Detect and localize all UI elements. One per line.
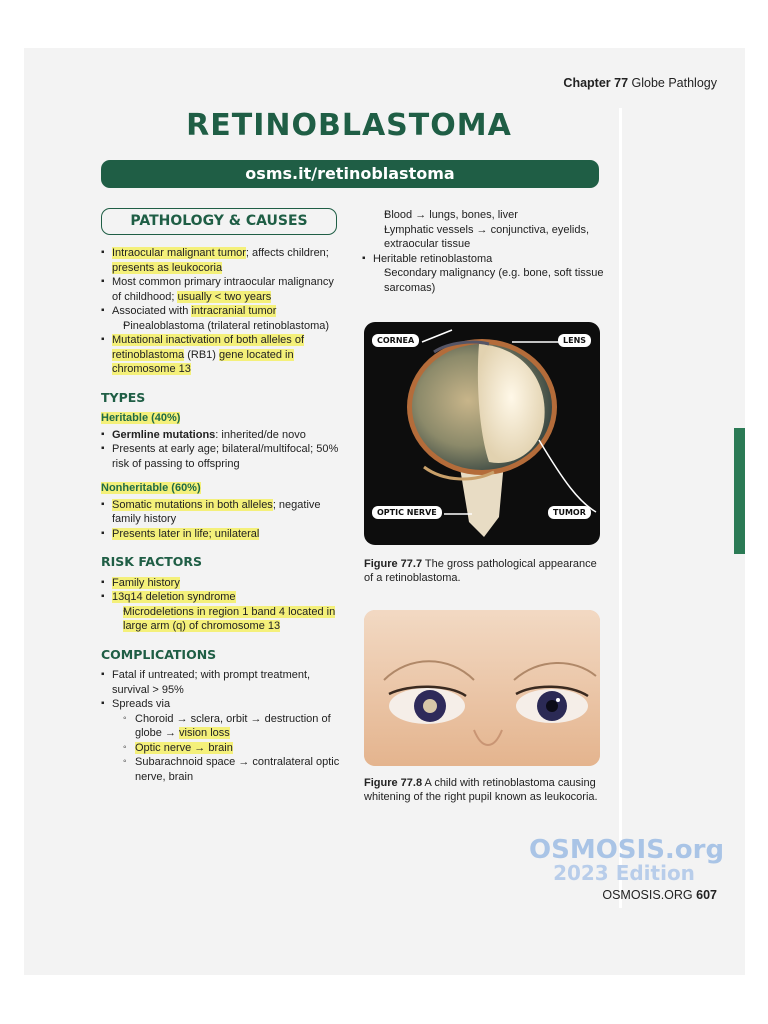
list-subitem: ◦ Microdeletions in region 1 band 4 located in large arm (q) of chromosome 13 xyxy=(101,605,341,634)
list-item: ▪ Most common primary intraocular malignancy of childhood; usually < two years xyxy=(101,275,341,304)
list-subitem: ◦ Blood → lungs, bones, liver xyxy=(362,208,607,223)
divider xyxy=(619,108,622,908)
chapter-header xyxy=(563,76,717,90)
types-heading: TYPES xyxy=(101,389,146,405)
watermark-edition: 2023 Edition xyxy=(553,861,695,885)
section-heading-pathology: PATHOLOGY & CAUSES xyxy=(101,208,337,235)
list-subitem: ◦ Choroid → sclera, orbit → destruction of globe → vision loss xyxy=(101,712,341,741)
list-item: ▪ Family history xyxy=(101,576,341,591)
figure-gross-pathology xyxy=(364,322,600,545)
label-tumor: TUMOR xyxy=(548,506,591,519)
page-title: RETINOBLASTOMA xyxy=(186,108,512,143)
list-item: ▪ Germline mutations: inherited/de novo xyxy=(101,428,341,443)
complications-heading: COMPLICATIONS xyxy=(101,646,217,662)
figure-77-8-caption: Figure 77.8 A child with retinoblastoma causing whitening of the right pupil known as leukocoria. xyxy=(364,777,598,803)
figure-child-leukocoria xyxy=(364,610,600,766)
list-item: ▪ 13q14 deletion syndrome xyxy=(101,590,341,605)
child-face-illustration xyxy=(364,610,600,766)
watermark-brand: OSMOSIS.org xyxy=(529,835,725,865)
list-subitem: ◦ Lymphatic vessels → conjunctiva, eyelids, extraocular tissue xyxy=(362,223,607,252)
footer-site: OSMOSIS.ORG xyxy=(602,888,693,902)
list-item: ▪ Somatic mutations in both alleles; negative family history xyxy=(101,498,341,527)
list-item: ▪ Fatal if untreated; with prompt treatment, survival > 95% xyxy=(101,668,341,697)
chapter-label: Chapter 77 xyxy=(563,76,629,90)
list-item: ▪ Presents later in life; unilateral xyxy=(101,527,341,542)
pathology-list xyxy=(101,246,341,377)
arrow-tumor xyxy=(539,440,596,512)
arrow-cornea xyxy=(422,330,452,342)
label-lens: LENS xyxy=(558,334,591,347)
list-subitem: ◦ Secondary malignancy (e.g. bone, soft tissue sarcomas) xyxy=(362,266,607,295)
complications-list xyxy=(101,668,341,784)
list-item: ▪ Intraocular malignant tumor; affects children; presents as leukocoria xyxy=(101,246,341,275)
page-footer xyxy=(602,888,717,902)
list-item: ▪ Presents at early age; bilateral/multifocal; 50% risk of passing to offspring xyxy=(101,442,341,471)
list-item: ▪ Spreads via xyxy=(101,697,341,712)
watermark xyxy=(529,835,725,885)
url-banner[interactable]: osms.it/retinoblastoma xyxy=(101,160,599,188)
spread-list xyxy=(362,208,607,295)
list-item: ▪ Mutational inactivation of both alleles of retinoblastoma (RB1) gene located in chromosome 13 xyxy=(101,333,341,377)
label-cornea: CORNEA xyxy=(372,334,419,347)
label-optic-nerve: OPTIC NERVE xyxy=(372,506,442,519)
list-item: ▪ Associated with intracranial tumor xyxy=(101,304,341,319)
right-column xyxy=(362,208,607,295)
list-subitem: ◦ Optic nerve → brain xyxy=(101,741,341,756)
nonheritable-list xyxy=(101,498,341,542)
nonheritable-label: Nonheritable (60%) xyxy=(101,482,201,494)
list-subitem: ◦ Pinealoblastoma (trilateral retinoblastoma) xyxy=(101,319,341,334)
left-column xyxy=(101,246,341,784)
chapter-name: Globe Pathlogy xyxy=(631,76,717,90)
risk-list xyxy=(101,576,341,634)
figure-77-7-caption: Figure 77.7 The gross pathological appearance of a retinoblastoma. xyxy=(364,558,597,584)
page-number: 607 xyxy=(696,888,717,902)
heritable-label: Heritable (40%) xyxy=(101,412,181,424)
chapter-tab xyxy=(734,428,745,554)
list-subitem: ◦ Subarachnoid space → contralateral optic nerve, brain xyxy=(101,755,341,784)
risk-heading: RISK FACTORS xyxy=(101,554,203,569)
list-item: ▪ Heritable retinoblastoma xyxy=(362,252,607,267)
heritable-list xyxy=(101,428,341,472)
page xyxy=(24,48,745,975)
